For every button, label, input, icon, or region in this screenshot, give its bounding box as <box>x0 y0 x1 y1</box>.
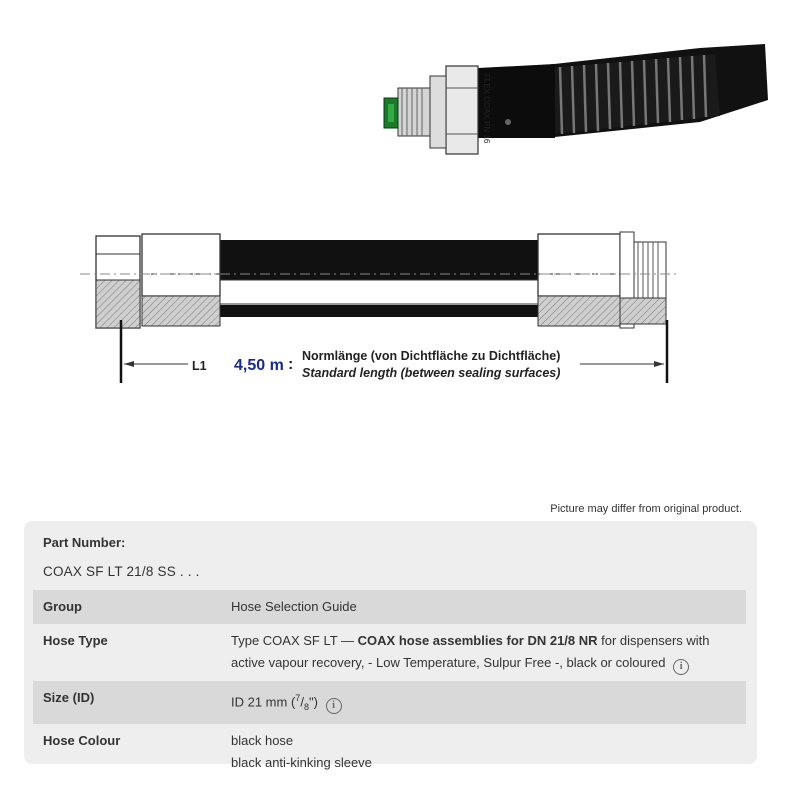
right-fitting-drawing <box>538 232 666 328</box>
hose-type-bold: COAX hose assemblies for DN 21/8 NR <box>357 633 598 648</box>
product-spec-card <box>24 521 757 770</box>
left-fitting-drawing <box>96 234 220 328</box>
part-number-label: Part Number: <box>43 535 126 550</box>
size-text-end: ") <box>308 694 318 710</box>
table-row-hose-type <box>33 624 746 681</box>
table-row-group <box>33 590 746 624</box>
info-icon[interactable]: i <box>673 659 689 675</box>
table-row-size <box>33 681 746 724</box>
info-icon[interactable]: i <box>326 698 342 714</box>
spec-value <box>221 724 746 780</box>
standard-length-value: 4,50 m <box>234 357 284 374</box>
picture-disclaimer: Picture may differ from original product. <box>550 503 742 515</box>
hose-type-text: Type COAX SF LT — <box>231 633 358 648</box>
spec-key: Hose Type <box>43 633 108 648</box>
spec-value <box>221 624 746 681</box>
l1-label: L1 <box>192 359 207 373</box>
standard-length-label-en: Standard length (between sealing surfaces) <box>302 366 561 380</box>
size-fraction-slash: / <box>300 694 304 710</box>
spec-table <box>33 590 746 780</box>
size-fraction-den: 8 <box>303 701 309 712</box>
spec-key: Size (ID) <box>33 681 221 724</box>
size-fraction-num: 7 <box>295 693 301 703</box>
photo-print-text: FLEX COAX PN 16 <box>482 74 491 144</box>
product-photo <box>370 30 770 170</box>
table-row-colour <box>33 724 746 780</box>
colour-sleeve: black anti-kinking sleeve <box>231 754 372 770</box>
spec-key: Group <box>33 590 221 624</box>
hose-type-text-rest: for dispensers with active vapour recovery, - Low Temperature, Sulpur Free -, black or coloured <box>231 633 710 670</box>
part-number-value: COAX SF LT 21/8 SS . . . <box>43 564 200 579</box>
colour-hose: black hose <box>231 732 294 748</box>
size-text: ID 21 mm ( <box>231 694 296 710</box>
spec-value <box>221 681 746 724</box>
length-colon: : <box>288 356 294 373</box>
standard-length-label-de: Normlänge (von Dichtfläche zu Dichtfläche) <box>302 349 561 363</box>
spec-key: Hose Colour <box>43 732 121 748</box>
spec-value: Hose Selection Guide <box>221 590 746 624</box>
